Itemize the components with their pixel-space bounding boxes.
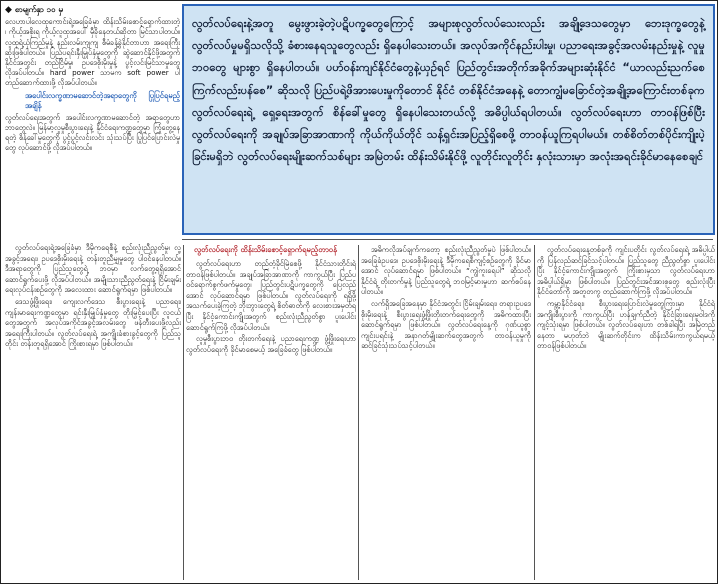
middle1-paragraph-2: လူမှုစီးပွားဘဝ တိုးတက်ရေးနဲ့ ပညာရေးကဏ္ဍ ဖွံ့ဖြိုးရေးဟာ လွတ်လပ်ရေးကို ခိုင်မာစေမယ့် အခြေခံတွေ ဖြစ်ပါတယ်။ <box>186 334 356 354</box>
intro-column <box>5 5 180 241</box>
right-paragraph-1: လွတ်လပ်ရေးနေ့တစ်ခုကို ကျင်းပတိုင်း လွတ်လပ်ရေးရဲ့ အဓိပ္ပါယ်ကို ပြန်လည်ဆင်ခြင်သင့်ပါတယ်။ ပြည်သူတွေ ညီညွတ်စွာ ပူးပေါင်းပြီး နိုင်ငံ့ကောင်းကျိုးအတွက် ကြိုးစားမှသာ လွတ်လပ်ရေးဟာ အဓိပ္ပါယ်ရှိမှာ ဖြစ်ပါတယ်။ ပြည်တွင်းအင်အားစုတွေ စည်းလုံးပြီး နိုင်ငံတော်ကို အတူတကွ တည်ဆောက်ကြဖို့ လိုအပ်ပါတယ်။ <box>537 245 715 297</box>
highlight-box <box>182 4 715 235</box>
intro-paragraph-1: လေဟာပါလေထုကောင်းရဲ့အခြေခံမှာ ထိန်းသိမ်းစောင့်ရှောက်ထားတဲ့ ၊ ကိုယ့်အစိုးရ ကိုယ့်လူထုအပေါ် မှီခိုနေတယ်ဆိုတာ မြင်သာပါတယ်။ လူထုရဲ့ယုံကြည်မှုနဲ့ နည်းလမ်းကျကျ စီမံခန့်ခွဲနိုင်တာဟာ အရေးကြီးဆုံးဖြစ်ပါတယ်။ ပြည်ပရင်းနှီးမြှုပ်နှံမှုတွေကို ဆွဲဆောင်နိုင်ဖို့အတွက် နိုင်ငံအတွင်း တည်ငြိမ်မှု၊ ဥပဒေစိုးမိုးမှုနဲ့ ပွင့်လင်းမြင်သာမှုတွေ လိုအပ်ပါတယ်။ hard power သာမက soft power ပါ တည်ဆောက်ထားဖို့ လိုအပ်ပါတယ်။ <box>5 17 180 88</box>
column-divider-1 <box>183 245 184 580</box>
middle2-paragraph-1: အဓိကလိုအပ်ချက်ကတော့ စည်းလုံးညီညွတ်မှုပဲ ဖြစ်ပါတယ်။ အခြေခံဥပဒေ၊ ဥပဒေစိုးမိုးရေးနဲ့ ဒီမိုကရေစီကျင့်စဉ်တွေကို ခိုင်မာအောင် လုပ်ဆောင်ရမှာ ဖြစ်ပါတယ်။ “ကျွဲကူးရေပါ” ဆိုသလို နိုင်ငံရဲ့ တိုးတက်မှုနဲ့ ပြည်သူတွေရဲ့ ဘဝမြင့်မားမှုဟာ ဆက်စပ်နေပါတယ်။ <box>361 245 531 297</box>
right-column <box>537 245 715 580</box>
left-paragraph-1: လွတ်လပ်ရေးရဲ့အခြေခံမှာ ဒီမိုကရေစီနဲ့ စည်းလုံးညီညွတ်မှု၊ လူ့အခွင့်အရေး၊ ဥပဒေစိုးမိုးရေးနဲ့ တန်းတူညီမျှမှုတွေ ပါဝင်နေပါတယ်။ ဒီအရာတွေကို ပြည်သူတွေရဲ့ ဘဝမှာ လက်တွေ့ရရှိအောင် ဆောင်ရွက်ပေးဖို့ လိုအပ်ပါတယ်။ အမျိုးသားညီညွတ်ရေးနဲ့ ငြိမ်းချမ်းရေးလုပ်ငန်းစဉ်တွေကို အလေးထား ဆောင်ရွက်ရမှာ ဖြစ်ပါတယ်။ <box>5 243 181 295</box>
right-paragraph-2: ကမ္ဘာ့နိုင်ငံရေး၊ စီးပွားရေးပြောင်းလဲမှုတွေကြားမှာ နိုင်ငံရဲ့အကျိုးစီးပွားကို ကာကွယ်ပြီး ဟန်ချက်ညီတဲ့ နိုင်ငံခြားရေးမူဝါဒကို ကျင့်သုံးရမှာ ဖြစ်ပါတယ်။ လွတ်လပ်ရေးဟာ တစ်ခါရပြီး အမြဲတည်နေတာ မဟုတ်ဘဲ မျိုးဆက်တိုင်းက ထိန်းသိမ်းကာကွယ်ရမယ့် တာဝန်ဖြစ်ပါတယ်။ <box>537 298 715 351</box>
diamond-bullet-icon: ◆ <box>5 5 12 15</box>
middle-column-1 <box>186 245 356 580</box>
continuation-label <box>5 5 180 15</box>
left-paragraph-2: ဒေသဖွံ့ဖြိုးရေး၊ ကျေးလက်ဒေသ စီးပွားရေးနဲ့ ပညာရေး၊ ကျန်းမာရေးကဏ္ဍတွေမှာ ရင်းနှီးမြှုပ်နှံမှုတွေ တိုးမြှင့်ပေးပြီး လူငယ်တွေအတွက် အလုပ်အကိုင်အခွင့်အလမ်းတွေ ဖန်တီးပေးဖို့လည်း အရေးကြီးပါတယ်။ လွတ်လပ်ရေးရဲ့ အကျိုးခံစားခွင့်တွေကို ပြည်သူတိုင်း တန်းတူရရှိအောင် ကြိုးစားရမှာ ဖြစ်ပါတယ်။ <box>5 296 181 349</box>
column-divider-3 <box>534 245 535 580</box>
middle1-paragraph-1: လွတ်လပ်ရေးဟာ တည်တံ့ခိုင်မြဲစေဖို့ နိုင်ငံသားတိုင်းရဲ့ တာဝန်ဖြစ်ပါတယ်။ အချုပ်အခြာအာဏာကို ကာကွယ်ပြီး ပြည်ပဝင်ရောက်စွက်ဖက်မှုတွေ၊ ပြည်တွင်းပဋိပက္ခတွေကို ပြေလည်အောင် လုပ်ဆောင်ရမှာ ဖြစ်ပါတယ်။ လွတ်လပ်ရေးကို ရရှိဖို့ အသက်ပေးခဲ့ကြတဲ့ ဘိုးဘွားတွေရဲ့ စိတ်ဓာတ်ကို လေးစားအမှတ်ရပြီး နိုင်ငံ့ကောင်းကျိုးအတွက် စည်းလုံးညီညွတ်စွာ ပူးပေါင်းဆောင်ရွက်ကြဖို့ လိုအပ်ပါတယ်။ <box>186 259 356 332</box>
middle2-paragraph-2: လက်ရှိအခြေအနေမှာ နိုင်ငံအတွင်း ငြိမ်းချမ်းရေး၊ တရားဥပဒေစိုးမိုးရေးနဲ့ စီးပွားရေးဖွံ့ဖြိုးတိုးတက်ရေးတွေကို အဓိကထားပြီး ဆောင်ရွက်ရမှာ ဖြစ်ပါတယ်။ လွတ်လပ်ရေးနေ့ကို ဂုဏ်ယူစွာ ကျင်းပရင်းနဲ့ အနာဂတ်မျိုးဆက်တွေအတွက် တာဝန်ယူမှုကို ဆင်ခြင်သုံးသပ်သင့်ပါတယ်။ <box>361 298 531 351</box>
middle-column-2 <box>361 245 531 580</box>
section-divider <box>182 239 713 240</box>
middle-subheading: လွတ်လပ်ရေးကို ထိန်းသိမ်းစောင့်ရှောက်ရမည့်တာဝန် <box>194 245 337 254</box>
intro-paragraph-2: လွတ်လပ်ရေးအတွက် အပေါင်းလက္ခဏာမဆောင်တဲ့ အရာတွေဟာ ဘာတွေလဲ။ မြန်မာ့လူမှုစီးပွားရေးနဲ့ နိုင်ငံရေးကဏ္ဍတွေမှာ ကြုံတွေ့နေရတဲ့ စိန်ခေါ်မှုတွေကို ပွင့်ပွင့်လင်းလင်း သုံးသပ်ပြီး ပြုပြင်ပြောင်းလဲမှုတွေ လုပ်ဆောင်ဖို့ လိုအပ်ပါတယ်။ <box>5 112 180 153</box>
column-divider-2 <box>358 245 359 580</box>
left-column <box>5 243 181 578</box>
intro-subheading: အပေါင်းလက္ခဏာမဆောင်တဲ့အရာတွေကို ပြုပြင်ရမည့်အချိန် <box>25 90 180 110</box>
highlight-text: လွတ်လပ်ရေးနဲ့အတူ မွေးဖွားခဲ့တဲ့ပဋိပက္ခတွေကြောင့် အများစုလွတ်လပ်သေးလည်း အချို့ဒေသတွေမှာ ဘေးဒုက္ခတွေနဲ့ လွတ်လပ်မှုမရှိသလိုသို့ ခံစားနေရသူတွေလည်း ရှိနေပါသေးတယ်။ အလုပ်အကိုင်နည်းပါးမှု၊ ပညာရေးအခွင့်အလမ်းနည်းမှုနဲ့ လူမှုဘဝတွေ များစွာ ရှိနေပါတယ်။ ပဟ်ဝန်းကျင်နိုင်ငံတွေနဲ့ယှဉ်ရင် ပြည်တွင်းအတိုက်အခိုက်အများဆုံးနိုင်ငံ “ယာလည်းညက်စေ ကြက်လည်းပန်စေ” ဆိုသလို ပြည်ပရဲ့ဖိအားပေးမှုကိုတောင် နိုင်ငံ တစ်နိုင်ငံအနေနဲ့ တောကျွံမခြောင်တဲ့အချို့အကြောင်းတစ်ခုက လွတ်လပ်ရေးရဲ့ ရှေ့ရေးအတွက် စိန်ခေါ်မှုတွေ ရှိနေပါသေးတယ်လို့ အဓိပ္ပါယ်ရပါတယ်။ လွတ်လပ်ရေးဟာ တာဝန်ဖြစ်ပြီး လွတ်လပ်ရေးကို အချုပ်အခြာအာဏာကို ကိုယ်ကိုယ်တိုင် သန့်ရှင်းအပြည့်ရှိစေဖို့ တာဝန်ယူကြရပါမယ်။ တစ်စိတ်တစ်ပိုင်းကျိုးပဲ့ခြင်းမရှိဘဲ လွတ်လပ်ရေးမျိုးဆက်သစ်များ အမြဲတမ်း ထိန်းသိမ်းနိုင်ဖို့ လူတိုင်းလူတိုင်း နှလုံးသားမှာ အလုံးအရင်းခိုင်မာနေစေချင် <box>192 16 705 164</box>
date-text: စာမျက်နှာ ၁၀ မှ <box>14 5 63 14</box>
